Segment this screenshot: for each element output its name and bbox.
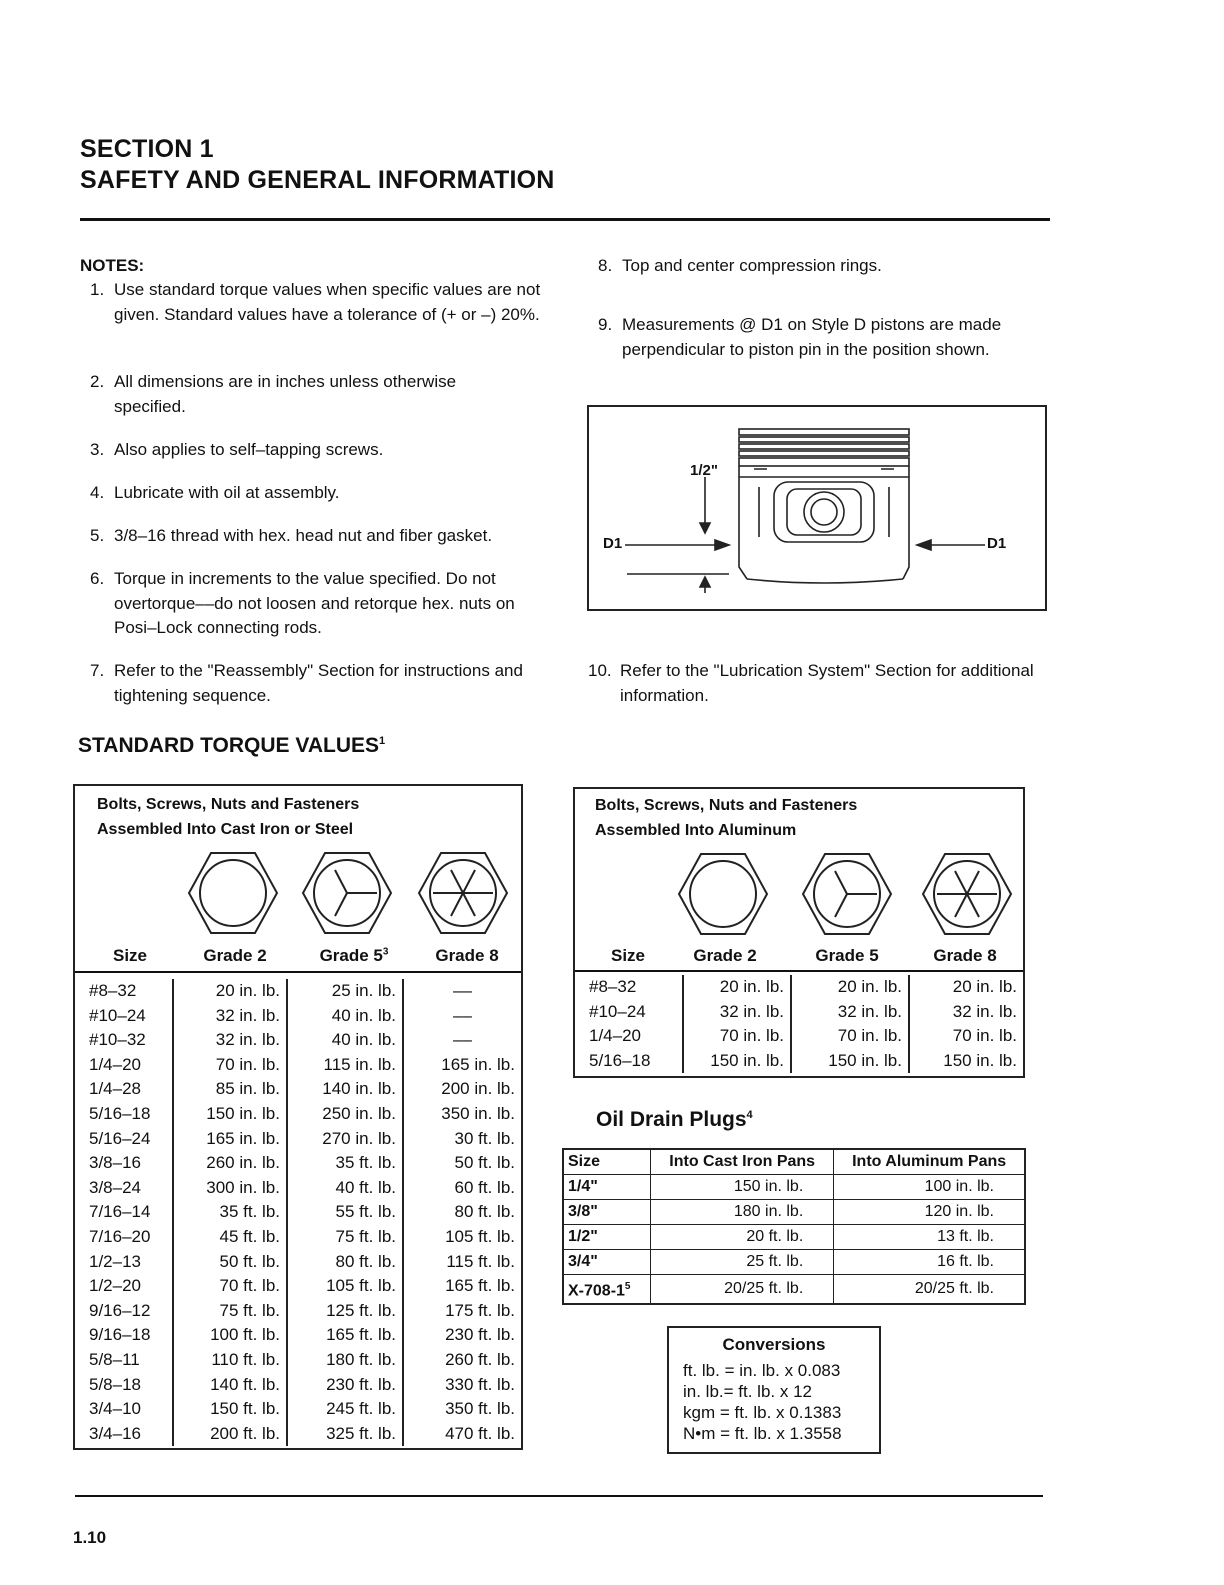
torque-cell: 165 ft. lb.	[403, 1274, 521, 1299]
size-cell: 1/4–20	[589, 1026, 641, 1046]
note-text: Top and center compression rings.	[622, 256, 882, 275]
note-number: 3.	[90, 440, 105, 459]
size-cell: 1/2–13	[89, 1251, 141, 1271]
table-row	[75, 979, 521, 1004]
table-row	[563, 1250, 1025, 1275]
size-cell: #8–32	[589, 977, 637, 996]
torque-cell: ––	[403, 979, 521, 1004]
torque-cell: 180 ft. lb.	[287, 1348, 403, 1373]
dimension-label: 1/2"	[690, 462, 718, 479]
table-row	[75, 1077, 521, 1102]
conversion-line: N•m = ft. lb. x 1.3558	[683, 1424, 842, 1443]
col-size: Size	[610, 946, 646, 965]
torque-cell: 20 in. lb.	[173, 979, 287, 1004]
table-row	[575, 1000, 1023, 1025]
table-title-line1: Bolts, Screws, Nuts and Fasteners	[97, 796, 360, 813]
torque-heading-sup: 1	[379, 735, 386, 747]
table-row	[75, 1323, 521, 1348]
table-row	[75, 1274, 521, 1299]
footer-rule	[75, 1495, 1043, 1497]
size-cell: 3/8–16	[89, 1153, 141, 1173]
torque-heading-text: STANDARD TORQUE VALUES	[78, 734, 380, 757]
d1-right-label: D1	[987, 535, 1007, 552]
torque-cell: 25 ft. lb.	[651, 1250, 834, 1275]
cast-iron-rows	[75, 979, 521, 1446]
torque-cell: 140 ft. lb.	[173, 1373, 287, 1398]
torque-cell: 50 ft. lb.	[403, 1151, 521, 1176]
torque-cell: 325 ft. lb.	[287, 1422, 403, 1447]
torque-cell: 40 in. lb.	[287, 1028, 403, 1053]
torque-cell: 470 ft. lb.	[403, 1422, 521, 1447]
torque-cell: 70 in. lb.	[791, 1024, 909, 1049]
size-cell: #10–24	[89, 1005, 146, 1025]
torque-cell: 350 in. lb.	[403, 1102, 521, 1127]
size-cell: 1/4–20	[89, 1054, 141, 1074]
header-rule	[80, 218, 1050, 221]
table-header-rule	[75, 971, 521, 973]
note-text: Use standard torque values when specific values are not given. Standard values have a tolerance of (+ or –) 20%.	[114, 280, 541, 324]
conversion-line: ft. lb. = in. lb. x 0.083	[683, 1361, 841, 1380]
size-cell: #10–24	[589, 1001, 646, 1021]
size-cell: 5/16–18	[89, 1103, 151, 1123]
conversions-box	[667, 1326, 881, 1454]
bolt-grade-icons	[185, 848, 521, 938]
table-row	[75, 1176, 521, 1201]
note-text: Refer to the "Lubrication System" Section for additional information.	[620, 661, 1034, 705]
torque-cell: 230 ft. lb.	[403, 1323, 521, 1348]
torque-cell: 165 in. lb.	[403, 1053, 521, 1078]
grade-5-sup: 3	[382, 946, 389, 958]
torque-cell: 100 ft. lb.	[173, 1323, 287, 1348]
table-row	[563, 1225, 1025, 1250]
torque-cell: 350 ft. lb.	[403, 1397, 521, 1422]
size-cell: 3/8–24	[89, 1177, 141, 1197]
torque-cell: 120 in. lb.	[834, 1200, 1025, 1225]
table-row	[75, 1200, 521, 1225]
table-header-rule	[575, 970, 1023, 972]
col-aluminum-pans: Into Aluminum Pans	[834, 1149, 1025, 1175]
section-title: SAFETY AND GENERAL INFORMATION	[80, 166, 555, 194]
page-number: 1.10	[73, 1528, 107, 1547]
aluminum-rows	[575, 975, 1023, 1073]
note-number: 7.	[90, 661, 105, 680]
torque-cell: 20/25 ft. lb.	[834, 1275, 1025, 1305]
col-size: Size	[112, 946, 148, 965]
torque-cell: 40 in. lb.	[287, 1004, 403, 1029]
col-size: Size	[563, 1149, 651, 1175]
torque-cell: ––	[403, 1004, 521, 1029]
table-row	[75, 1127, 521, 1152]
note-number: 4.	[90, 483, 105, 502]
torque-cell: 80 ft. lb.	[403, 1200, 521, 1225]
torque-cell: 50 ft. lb.	[173, 1250, 287, 1275]
torque-cell: 125 ft. lb.	[287, 1299, 403, 1324]
size-cell: 7/16–14	[89, 1202, 151, 1222]
col-grade-5	[299, 946, 409, 966]
size-cell	[563, 1275, 651, 1305]
table-row	[75, 1373, 521, 1398]
table-row	[75, 1348, 521, 1373]
oil-drain-heading-text: Oil Drain Plugs	[596, 1108, 747, 1131]
torque-cell: 140 in. lb.	[287, 1077, 403, 1102]
note-text: 3/8–16 thread with hex. head nut and fiber gasket.	[114, 526, 493, 545]
grade-5-label: Grade 5	[319, 946, 383, 965]
torque-cell: 20 ft. lb.	[651, 1225, 834, 1250]
note-text: All dimensions are in inches unless otherwise specified.	[114, 372, 457, 416]
note-2	[90, 370, 550, 420]
col-grade-2: Grade 2	[203, 946, 267, 965]
torque-cell: 70 in. lb.	[173, 1053, 287, 1078]
size-cell: 3/8"	[563, 1200, 651, 1225]
table-title-line2: Assembled Into Aluminum	[595, 822, 797, 839]
torque-cell: 70 ft. lb.	[173, 1274, 287, 1299]
col-cast-iron-pans: Into Cast Iron Pans	[651, 1149, 834, 1175]
table-row	[575, 1049, 1023, 1074]
table-row	[75, 1028, 521, 1053]
note-text: Also applies to self–tapping screws.	[114, 440, 384, 459]
note-1	[90, 278, 550, 353]
torque-cell: 20/25 ft. lb.	[651, 1275, 834, 1305]
torque-cell: 100 in. lb.	[834, 1175, 1025, 1200]
torque-heading	[78, 734, 385, 758]
note-number: 1.	[90, 280, 105, 299]
torque-cell: 260 in. lb.	[173, 1151, 287, 1176]
torque-cell: 55 ft. lb.	[287, 1200, 403, 1225]
torque-cell: 13 ft. lb.	[834, 1225, 1025, 1250]
torque-cell: ––	[403, 1028, 521, 1053]
conversions-title: Conversions	[722, 1335, 826, 1354]
table-row	[575, 1024, 1023, 1049]
torque-cell: 165 ft. lb.	[287, 1323, 403, 1348]
torque-cell: 75 ft. lb.	[173, 1299, 287, 1324]
size-cell: 5/16–24	[89, 1128, 151, 1148]
size-cell: 5/8–18	[89, 1374, 141, 1394]
size-cell: 3/4–16	[89, 1423, 141, 1443]
oil-drain-heading-sup: 4	[746, 1109, 753, 1121]
col-grade-8: Grade 8	[435, 946, 499, 965]
torque-cell: 70 in. lb.	[909, 1024, 1023, 1049]
table-title-line1: Bolts, Screws, Nuts and Fasteners	[595, 797, 858, 814]
torque-cell: 60 ft. lb.	[403, 1176, 521, 1201]
torque-cell: 260 ft. lb.	[403, 1348, 521, 1373]
bolt-grade-icons	[675, 849, 1021, 939]
torque-cell: 150 in. lb.	[909, 1049, 1023, 1074]
torque-cell: 105 ft. lb.	[403, 1225, 521, 1250]
torque-cell: 32 in. lb.	[173, 1028, 287, 1053]
torque-cell: 150 ft. lb.	[173, 1397, 287, 1422]
torque-cell: 115 ft. lb.	[403, 1250, 521, 1275]
note-text: Lubricate with oil at assembly.	[114, 483, 340, 502]
table-row	[75, 1422, 521, 1447]
size-cell: 1/2"	[563, 1225, 651, 1250]
torque-cell: 45 ft. lb.	[173, 1225, 287, 1250]
size-cell: #8–32	[89, 981, 137, 1000]
note-number: 2.	[90, 372, 105, 391]
col-grade-5: Grade 5	[815, 946, 879, 965]
torque-cell: 250 in. lb.	[287, 1102, 403, 1127]
table-row	[575, 975, 1023, 1000]
size-cell: 1/2–20	[89, 1276, 141, 1296]
torque-cell: 70 in. lb.	[683, 1024, 791, 1049]
torque-cell: 32 in. lb.	[173, 1004, 287, 1029]
torque-cell: 30 ft. lb.	[403, 1127, 521, 1152]
table-row	[75, 1225, 521, 1250]
note-number: 10.	[588, 661, 612, 680]
torque-cell: 300 in. lb.	[173, 1176, 287, 1201]
torque-cell: 150 in. lb.	[651, 1175, 834, 1200]
size-cell: 3/4"	[563, 1250, 651, 1275]
size-cell: 3/4–10	[89, 1399, 141, 1419]
table-row	[75, 1151, 521, 1176]
cast-iron-torque-table	[73, 784, 523, 1450]
oil-drain-table	[562, 1148, 1026, 1305]
table-row	[75, 1053, 521, 1078]
note-text: Torque in increments to the value specified. Do not overtorque––do not loosen and retorque hex. nuts on Posi–Lock connecting rods.	[114, 569, 515, 637]
torque-cell: 32 in. lb.	[683, 1000, 791, 1025]
note-text: Refer to the "Reassembly" Section for instructions and tightening sequence.	[114, 661, 523, 705]
table-row	[563, 1275, 1025, 1305]
torque-cell: 150 in. lb.	[683, 1049, 791, 1074]
torque-cell: 35 ft. lb.	[173, 1200, 287, 1225]
table-row	[75, 1004, 521, 1029]
torque-cell: 16 ft. lb.	[834, 1250, 1025, 1275]
size-label: X-708-1	[568, 1282, 625, 1300]
torque-cell: 165 in. lb.	[173, 1127, 287, 1152]
grade-2-bolt-icon	[679, 854, 767, 934]
size-cell: 5/8–11	[89, 1349, 140, 1369]
table-row	[75, 1102, 521, 1127]
torque-cell: 330 ft. lb.	[403, 1373, 521, 1398]
torque-cell: 85 in. lb.	[173, 1077, 287, 1102]
piston-diagram	[587, 405, 1047, 611]
conversions-list	[683, 1360, 842, 1444]
torque-cell: 270 in. lb.	[287, 1127, 403, 1152]
section-number: SECTION 1	[80, 135, 214, 163]
torque-cell: 115 in. lb.	[287, 1053, 403, 1078]
size-cell: 7/16–20	[89, 1226, 151, 1246]
torque-cell: 200 in. lb.	[403, 1077, 521, 1102]
notes-title: NOTES:	[80, 256, 145, 275]
note-number: 6.	[90, 569, 105, 588]
grade-2-bolt-icon	[189, 853, 277, 933]
torque-cell: 25 in. lb.	[287, 979, 403, 1004]
torque-cell: 80 ft. lb.	[287, 1250, 403, 1275]
table-row	[75, 1397, 521, 1422]
d1-left-label: D1	[603, 535, 623, 552]
oil-drain-heading	[596, 1108, 753, 1132]
table-row	[563, 1200, 1025, 1225]
torque-cell: 32 in. lb.	[791, 1000, 909, 1025]
piston-drawing	[589, 407, 1045, 609]
torque-cell: 150 in. lb.	[173, 1102, 287, 1127]
conversion-line: in. lb.= ft. lb. x 12	[683, 1382, 812, 1401]
conversion-line: kgm = ft. lb. x 0.1383	[683, 1403, 842, 1422]
torque-cell: 105 ft. lb.	[287, 1274, 403, 1299]
torque-cell: 20 in. lb.	[909, 975, 1023, 1000]
torque-cell: 110 ft. lb.	[173, 1348, 287, 1373]
torque-cell: 175 ft. lb.	[403, 1299, 521, 1324]
torque-cell: 75 ft. lb.	[287, 1225, 403, 1250]
torque-cell: 40 ft. lb.	[287, 1176, 403, 1201]
table-row	[75, 1250, 521, 1275]
torque-cell: 20 in. lb.	[683, 975, 791, 1000]
torque-cell: 32 in. lb.	[909, 1000, 1023, 1025]
table-row	[563, 1175, 1025, 1200]
torque-cell: 230 ft. lb.	[287, 1373, 403, 1398]
note-text: Measurements @ D1 on Style D pistons are made perpendicular to piston pin in the position shown.	[622, 315, 1002, 359]
note-number: 9.	[598, 315, 613, 334]
size-cell: 5/16–18	[589, 1050, 651, 1070]
aluminum-torque-table	[573, 787, 1025, 1078]
torque-cell: 200 ft. lb.	[173, 1422, 287, 1447]
torque-cell: 245 ft. lb.	[287, 1397, 403, 1422]
size-cell: 9/16–12	[89, 1300, 151, 1320]
table-title-line2: Assembled Into Cast Iron or Steel	[97, 821, 354, 838]
size-cell: #10–32	[89, 1030, 146, 1050]
note-number: 8.	[598, 256, 613, 275]
torque-cell: 20 in. lb.	[791, 975, 909, 1000]
table-row	[75, 1299, 521, 1324]
torque-cell: 180 in. lb.	[651, 1200, 834, 1225]
size-cell: 9/16–18	[89, 1325, 151, 1345]
col-grade-8: Grade 8	[933, 946, 997, 965]
size-cell: 1/4"	[563, 1175, 651, 1200]
footnote-sup: 5	[624, 1281, 631, 1292]
col-grade-2: Grade 2	[693, 946, 757, 965]
torque-cell: 35 ft. lb.	[287, 1151, 403, 1176]
torque-cell: 150 in. lb.	[791, 1049, 909, 1074]
size-cell: 1/4–28	[89, 1079, 141, 1099]
note-number: 5.	[90, 526, 105, 545]
